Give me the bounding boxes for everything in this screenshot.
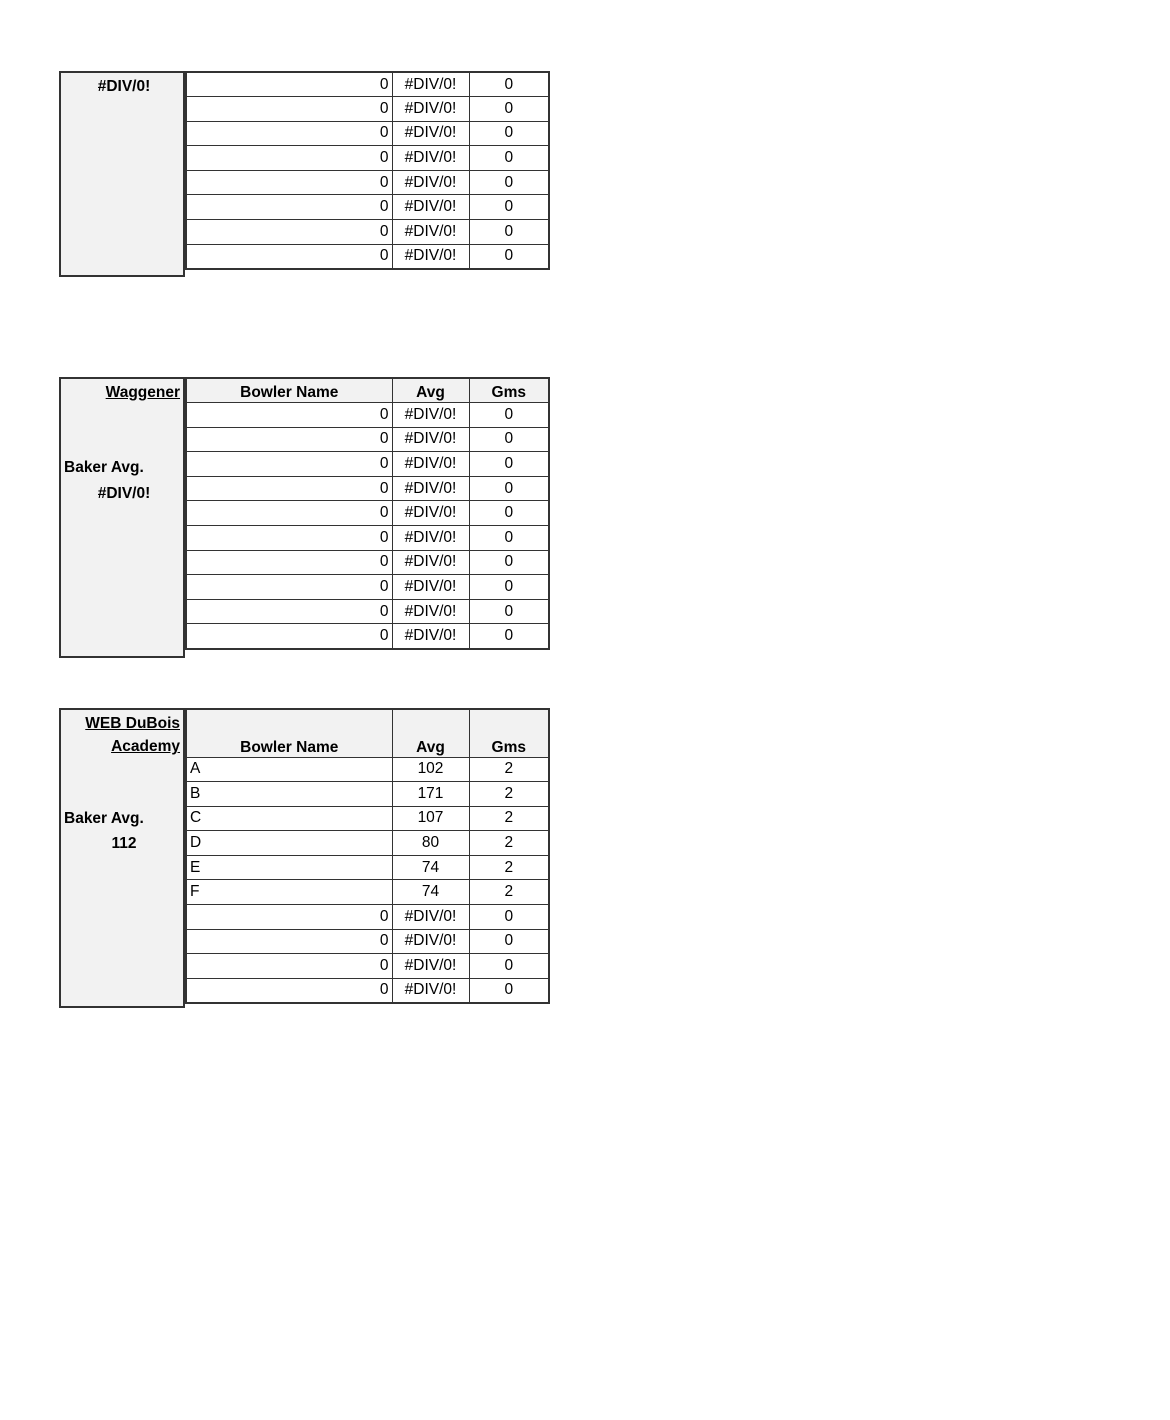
avg-cell: #DIV/0! [392, 220, 469, 245]
gms-cell: 0 [469, 427, 549, 452]
gms-cell: 0 [469, 978, 549, 1003]
table-row [186, 146, 549, 171]
bowler-name-cell[interactable]: 0 [186, 575, 392, 600]
bowler-name-cell[interactable]: E [186, 855, 392, 880]
table-row [186, 599, 549, 624]
table-row [186, 72, 549, 97]
avg-cell: #DIV/0! [392, 599, 469, 624]
avg-cell: #DIV/0! [392, 550, 469, 575]
table-row [186, 624, 549, 649]
table-header-row [186, 378, 549, 403]
table-row [186, 121, 549, 146]
avg-cell: 80 [392, 831, 469, 856]
gms-cell: 0 [469, 526, 549, 551]
team-name [85, 712, 180, 758]
gms-cell: 0 [469, 929, 549, 954]
avg-cell: #DIV/0! [392, 244, 469, 269]
bowler-name-cell[interactable]: A [186, 757, 392, 782]
bowler-name-cell[interactable]: 0 [186, 195, 392, 220]
bowler-name-cell[interactable]: 0 [186, 244, 392, 269]
table-row [186, 501, 549, 526]
column-header-bowler-name: Bowler Name [186, 709, 392, 757]
gms-cell: 0 [469, 121, 549, 146]
column-header-gms: Gms [469, 709, 549, 757]
team-block-web-dubois-academy [59, 708, 548, 1008]
avg-cell: #DIV/0! [392, 476, 469, 501]
avg-cell: #DIV/0! [392, 195, 469, 220]
gms-cell: 2 [469, 880, 549, 905]
bowler-name-cell[interactable]: 0 [186, 121, 392, 146]
gms-cell: 0 [469, 476, 549, 501]
table-row [186, 978, 549, 1003]
column-header-avg: Avg [392, 709, 469, 757]
table-row [186, 806, 549, 831]
bowler-name-cell[interactable]: C [186, 806, 392, 831]
avg-cell: #DIV/0! [392, 170, 469, 195]
bowler-name-cell[interactable]: 0 [186, 403, 392, 428]
avg-cell: #DIV/0! [392, 929, 469, 954]
gms-cell: 2 [469, 831, 549, 856]
bowler-name-cell[interactable]: 0 [186, 599, 392, 624]
bowler-name-cell[interactable]: 0 [186, 220, 392, 245]
table-row [186, 757, 549, 782]
roster-table [185, 377, 550, 650]
baker-average-label: Baker Avg. [64, 810, 144, 827]
avg-cell: #DIV/0! [392, 121, 469, 146]
gms-cell: 0 [469, 954, 549, 979]
gms-cell: 0 [469, 97, 549, 122]
avg-cell: #DIV/0! [392, 72, 469, 97]
bowler-name-cell[interactable]: 0 [186, 170, 392, 195]
avg-cell: #DIV/0! [392, 575, 469, 600]
column-header-gms: Gms [469, 378, 549, 403]
bowler-name-cell[interactable]: 0 [186, 427, 392, 452]
bowler-name-cell[interactable]: 0 [186, 501, 392, 526]
table-row [186, 97, 549, 122]
bowler-name-cell[interactable]: 0 [186, 550, 392, 575]
table-row [186, 880, 549, 905]
gms-cell: 0 [469, 244, 549, 269]
gms-cell: 0 [469, 550, 549, 575]
bowler-name-cell[interactable]: 0 [186, 97, 392, 122]
gms-cell: 0 [469, 624, 549, 649]
gms-cell: 0 [469, 452, 549, 477]
gms-cell: 0 [469, 905, 549, 930]
bowler-name-cell[interactable]: 0 [186, 954, 392, 979]
bowler-name-cell[interactable]: 0 [186, 624, 392, 649]
table-row [186, 476, 549, 501]
avg-cell: 107 [392, 806, 469, 831]
gms-cell: 0 [469, 599, 549, 624]
table-row [186, 244, 549, 269]
baker-average-value: #DIV/0! [97, 485, 151, 502]
table-row [186, 452, 549, 477]
bowler-name-cell[interactable]: 0 [186, 978, 392, 1003]
gms-cell: 0 [469, 195, 549, 220]
bowler-name-cell[interactable]: F [186, 880, 392, 905]
avg-cell: 74 [392, 880, 469, 905]
baker-average-value: 112 [111, 835, 137, 852]
avg-cell: #DIV/0! [392, 954, 469, 979]
gms-cell: 2 [469, 855, 549, 880]
table-row [186, 782, 549, 807]
avg-cell: 74 [392, 855, 469, 880]
avg-cell: #DIV/0! [392, 427, 469, 452]
avg-cell: #DIV/0! [392, 97, 469, 122]
gms-cell: 2 [469, 782, 549, 807]
gms-cell: 0 [469, 575, 549, 600]
table-row [186, 170, 549, 195]
bowler-name-cell[interactable]: 0 [186, 526, 392, 551]
avg-cell: #DIV/0! [392, 452, 469, 477]
team-name-line-1: WEB DuBois [85, 715, 180, 732]
gms-cell: 0 [469, 170, 549, 195]
baker-average-label: Baker Avg. [64, 459, 144, 476]
table-row [186, 831, 549, 856]
avg-cell: #DIV/0! [392, 978, 469, 1003]
avg-cell: #DIV/0! [392, 624, 469, 649]
bowler-name-cell[interactable]: 0 [186, 452, 392, 477]
team-block-continued [59, 71, 548, 277]
team-name: Waggener [105, 384, 180, 401]
bowler-name-cell[interactable]: 0 [186, 476, 392, 501]
team-block-waggener [59, 377, 548, 658]
bowler-name-cell[interactable]: 0 [186, 929, 392, 954]
table-row [186, 403, 549, 428]
avg-cell: #DIV/0! [392, 905, 469, 930]
table-row [186, 954, 549, 979]
avg-cell: 171 [392, 782, 469, 807]
column-header-avg: Avg [392, 378, 469, 403]
baker-average-value: #DIV/0! [97, 78, 151, 95]
team-name-line-2: Academy [111, 738, 180, 755]
column-header-bowler-name: Bowler Name [186, 378, 392, 403]
table-row [186, 575, 549, 600]
bowler-name-cell[interactable]: B [186, 782, 392, 807]
table-header-row [186, 709, 549, 757]
gms-cell: 0 [469, 403, 549, 428]
roster-table [185, 708, 550, 1004]
avg-cell: 102 [392, 757, 469, 782]
table-row [186, 526, 549, 551]
team-info-panel [59, 708, 185, 1008]
bowler-name-cell[interactable]: 0 [186, 905, 392, 930]
bowler-name-cell[interactable]: 0 [186, 146, 392, 171]
gms-cell: 2 [469, 757, 549, 782]
table-row [186, 855, 549, 880]
avg-cell: #DIV/0! [392, 501, 469, 526]
table-row [186, 929, 549, 954]
avg-cell: #DIV/0! [392, 146, 469, 171]
gms-cell: 0 [469, 220, 549, 245]
gms-cell: 0 [469, 146, 549, 171]
table-row [186, 427, 549, 452]
gms-cell: 0 [469, 501, 549, 526]
gms-cell: 2 [469, 806, 549, 831]
table-row [186, 905, 549, 930]
avg-cell: #DIV/0! [392, 403, 469, 428]
gms-cell: 0 [469, 72, 549, 97]
table-row [186, 220, 549, 245]
roster-table [185, 71, 550, 270]
bowler-name-cell[interactable]: D [186, 831, 392, 856]
bowler-name-cell[interactable]: 0 [186, 72, 392, 97]
team-info-panel [59, 377, 185, 658]
table-row [186, 195, 549, 220]
table-row [186, 550, 549, 575]
avg-cell: #DIV/0! [392, 526, 469, 551]
team-info-panel [59, 71, 185, 277]
